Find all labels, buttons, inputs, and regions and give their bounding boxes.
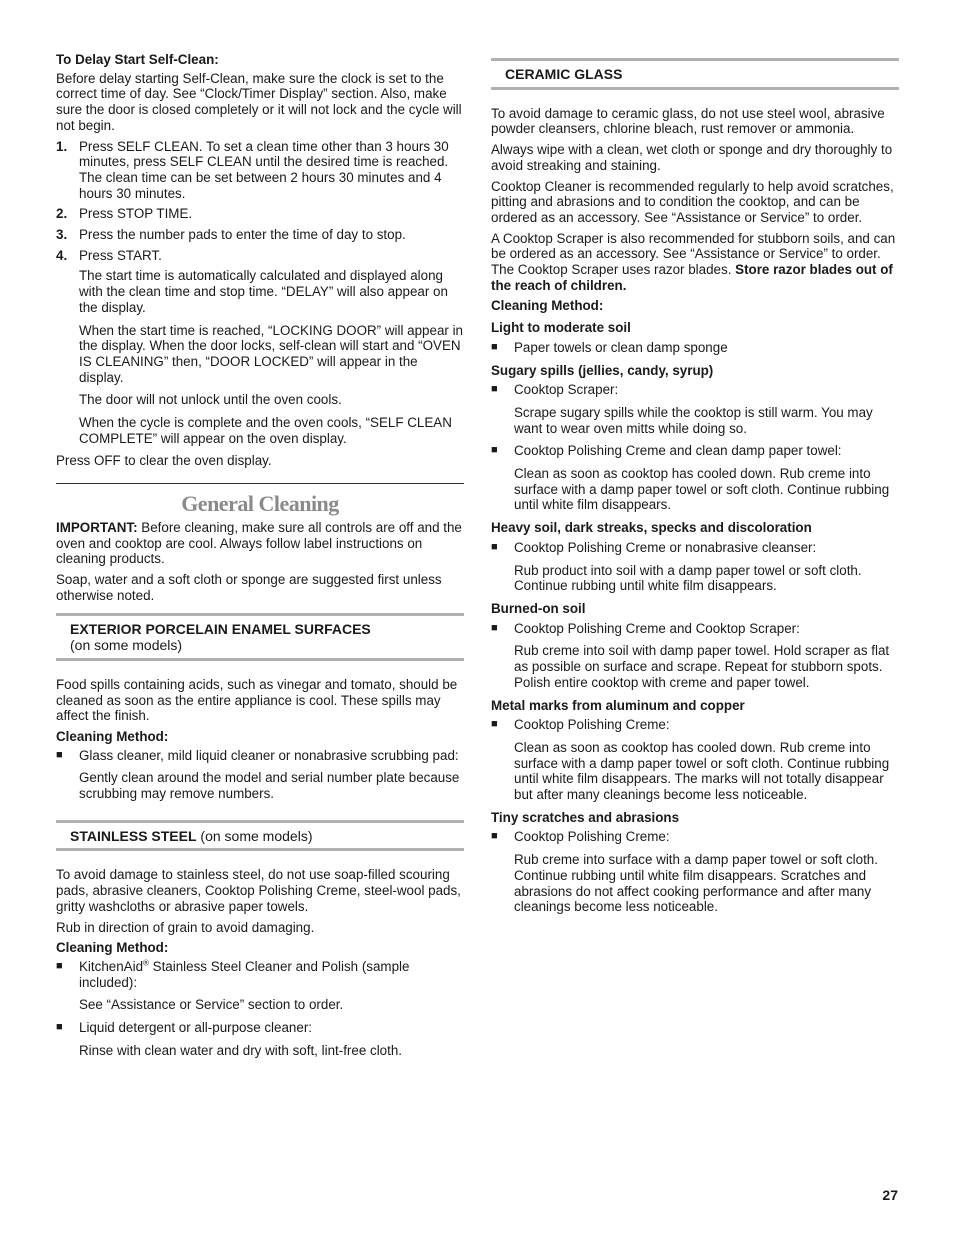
step-text: Press SELF CLEAN. To set a clean time other than 3 hours 30 minutes, press SELF CLEAN until the desired time is reached. The clean time can be set between 2 hours 30 minutes and 4 hours 30 minutes. — [79, 138, 449, 201]
section-divider — [56, 483, 464, 484]
bullet-note: Gently clean around the model and serial number plate because scrubbing may remove numbers. — [79, 770, 460, 802]
bullet-text: Cooktop Polishing Creme and Cooktop Scraper: — [514, 620, 800, 636]
soil-label: Sugary spills (jellies, candy, syrup) — [491, 362, 714, 378]
delay-note: When the cycle is complete and the oven cools, “SELF CLEAN COMPLETE” will appear on the oven display. — [79, 415, 452, 446]
bullet-text: Cooktop Polishing Creme or nonabrasive cleanser: — [514, 539, 817, 555]
ceramic-paragraph: Cooktop Cleaner is recommended regularly to help avoid scratches, pitting and abrasions and to condition the cooktop, and can be ordered as an accessory. See “Assistance or Service” to order. — [491, 178, 894, 225]
step-text: Press START. — [79, 247, 162, 263]
list-item — [56, 959, 464, 990]
bullet-icon: ■ — [56, 959, 63, 972]
bullet-icon: ■ — [491, 444, 498, 457]
bullet-icon: ■ — [491, 340, 498, 353]
bullet-note: Clean as soon as cooktop has cooled down. Rub creme into surface with a damp paper towel or soft cloth. Continue rubbing until white film disappears. The marks will not totally disappear but after many cleanings become less noticeable. — [514, 739, 890, 803]
bullet-icon: ■ — [491, 621, 498, 634]
delay-note: The door will not unlock until the oven cools. — [79, 392, 342, 408]
step-text: Press the number pads to enter the time of day to stop. — [79, 227, 406, 243]
razor-warning: Store razor blades out of the reach of children. — [491, 262, 893, 293]
soap-paragraph: Soap, water and a soft cloth or sponge are suggested first unless otherwise noted. — [56, 571, 442, 603]
soil-label: Metal marks from aluminum and copper — [491, 697, 745, 713]
brand-name: KitchenAid — [79, 958, 144, 974]
ceramic-title: CERAMIC GLASS — [505, 66, 623, 82]
delay-note: The start time is automatically calculated and displayed along with the clean time and stop time. “DELAY” will also appear on the display. — [79, 268, 448, 315]
list-item — [56, 748, 464, 764]
important-paragraph — [56, 520, 464, 567]
bullet-text: Liquid detergent or all-purpose cleaner: — [79, 1020, 312, 1036]
bullet-note: Rub product into soil with a damp paper towel or soft cloth. Continue rubbing until white film disappears. — [514, 562, 862, 594]
list-item — [491, 340, 899, 356]
step-number: 4. — [56, 247, 68, 263]
list-item — [491, 540, 899, 556]
porcelain-section-header — [56, 613, 464, 660]
step-number: 3. — [56, 227, 68, 243]
bullet-icon: ■ — [491, 383, 498, 396]
bullet-icon: ■ — [491, 718, 498, 731]
bullet-text: Glass cleaner, mild liquid cleaner or nonabrasive scrubbing pad: — [79, 747, 459, 763]
delay-note: When the start time is reached, “LOCKING DOOR” will appear in the display. When the door locks, self-clean will start and “OVEN IS CLEANING” then, “DOOR LOCKED” will appear in the display. — [79, 322, 463, 385]
list-item — [56, 1020, 464, 1036]
registered-mark: ® — [143, 958, 149, 968]
right-column — [491, 52, 899, 922]
list-item — [491, 443, 899, 459]
general-cleaning-title: General Cleaning — [181, 491, 339, 517]
bullet-icon: ■ — [56, 748, 63, 761]
list-item — [491, 829, 899, 845]
delay-steps — [56, 139, 464, 264]
list-item — [491, 382, 899, 398]
bullet-note: See “Assistance or Service” section to order. — [79, 997, 344, 1013]
bullet-text: Paper towels or clean damp sponge — [514, 339, 728, 355]
bullet-note: Scrape sugary spills while the cooktop is still warm. You may want to wear oven mitts while doing so. — [514, 404, 873, 436]
step-number: 1. — [56, 138, 68, 154]
important-text: Before cleaning, make sure all controls are off and the oven and cooktop are cool. Always follow label instructions on cleaning products. — [56, 519, 462, 567]
scraper-text: A Cooktop Scraper is also recommended for stubborn soils, and can be ordered as an accessory. See “Assistance or Service” to order. The Cooktop Scraper uses razor blades. — [491, 230, 896, 278]
step-text: Press STOP TIME. — [79, 206, 193, 222]
delay-closing: Press OFF to clear the oven display. — [56, 453, 272, 469]
bullet-text: Stainless Steel Cleaner and Polish (sample included): — [79, 958, 410, 990]
stainless-subtitle: (on some models) — [196, 827, 313, 844]
soil-label: Burned-on soil — [491, 600, 586, 616]
ceramic-paragraph: Always wipe with a clean, wet cloth or sponge and dry thoroughly to avoid streaking and staining. — [491, 142, 893, 173]
ceramic-paragraph — [491, 231, 899, 294]
step-number: 2. — [56, 206, 68, 222]
list-item — [491, 717, 899, 733]
bullet-note: Rub creme into soil with damp paper towel. Hold scraper as flat as possible on surface and scrape. Repeat for stubborn spots. Polish entire cooktop with creme and paper towel. — [514, 643, 890, 690]
stainless-intro: To avoid damage to stainless steel, do not use soap-filled scouring pads, abrasive cleaners, Cooktop Polishing Creme, steel-wool pads, gritty washcloths or abrasive paper towels. — [56, 867, 461, 914]
porcelain-intro: Food spills containing acids, such as vinegar and tomato, should be cleaned as soon as the entire appliance is cool. These spills may affect the finish. — [56, 676, 458, 724]
step-item — [56, 139, 464, 202]
step-item — [56, 248, 464, 264]
bullet-icon: ■ — [491, 540, 498, 553]
bullet-text: Cooktop Polishing Creme: — [514, 717, 670, 733]
bullet-note: Rinse with clean water and dry with soft, lint-free cloth. — [79, 1042, 403, 1058]
ceramic-paragraph: To avoid damage to ceramic glass, do not use steel wool, abrasive powder cleansers, chlorine bleach, rust remover or ammonia. — [491, 105, 885, 137]
step-item — [56, 206, 464, 222]
page-number: 27 — [882, 1187, 898, 1203]
stainless-section-header — [56, 820, 464, 852]
porcelain-title: EXTERIOR PORCELAIN ENAMEL SURFACES — [70, 621, 371, 638]
delay-heading: To Delay Start Self-Clean: — [56, 52, 219, 67]
list-item — [491, 621, 899, 637]
bullet-note: Rub creme into surface with a damp paper towel or soft cloth. Continue rubbing until white film disappears. Scratches and abrasions do not affect cooking performance and after many cleanings become less noticeable. — [514, 852, 878, 915]
step-item — [56, 227, 464, 243]
soil-label: Heavy soil, dark streaks, specks and discoloration — [491, 520, 812, 536]
important-label: IMPORTANT: — [56, 519, 138, 535]
delay-intro: Before delay starting Self-Clean, make sure the clock is set to the correct time of day. See “Clock/Timer Display” section. Also, make sure the door is closed completely or it will not lock and the cycle will not begin. — [56, 70, 462, 133]
ceramic-method-label: Cleaning Method: — [491, 298, 604, 314]
left-column — [56, 52, 464, 1065]
porcelain-subtitle: (on some models) — [70, 637, 183, 654]
ceramic-section-header — [491, 58, 899, 90]
bullet-icon: ■ — [491, 830, 498, 843]
stainless-title: STAINLESS STEEL — [70, 827, 197, 844]
bullet-note: Clean as soon as cooktop has cooled down. Rub creme into surface with a damp paper towel or soft cloth. Continue rubbing until white film disappears. — [514, 466, 890, 513]
stainless-grain: Rub in direction of grain to avoid damaging. — [56, 919, 315, 935]
bullet-icon: ■ — [56, 1021, 63, 1034]
soil-label: Light to moderate soil — [491, 320, 631, 336]
stainless-method-label: Cleaning Method: — [56, 940, 169, 956]
soil-label: Tiny scratches and abrasions — [491, 809, 680, 825]
bullet-text: Cooktop Scraper: — [514, 382, 619, 398]
porcelain-method-label: Cleaning Method: — [56, 728, 169, 744]
bullet-text: Cooktop Polishing Creme: — [514, 829, 670, 845]
bullet-text: Cooktop Polishing Creme and clean damp paper towel: — [514, 443, 842, 459]
